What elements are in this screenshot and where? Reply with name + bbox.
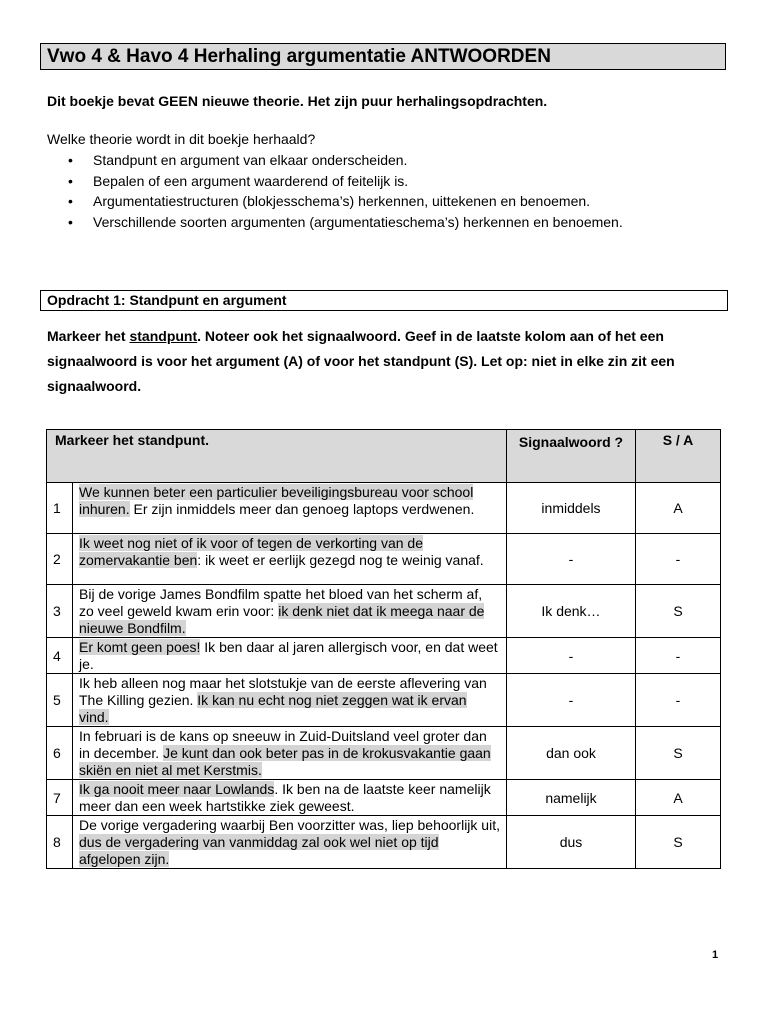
row-number: 4 [47,638,73,674]
underlined-keyword: standpunt [129,328,198,344]
table-row [47,483,721,534]
list-item: • Bepalen of een argument waarderend of feitelijk is. [68,172,409,189]
row-number: 5 [47,674,73,727]
row-number: 3 [47,585,73,638]
row-s-a: S [636,585,721,638]
row-statement: Ik ga nooit meer naar Lowlands. Ik ben na de laatste keer namelijk meer dan een week hartstikke ziek geweest. [73,780,507,816]
bullet-icon: • [68,193,73,209]
highlighted-standpoint: Je kunt dan ook beter pas in de krokusvakantie gaan skiën en niet al met Kerstmis. [79,745,491,778]
row-statement: Ik heb alleen nog maar het slotstukje van de eerste aflevering van The Killing gezien. Ik kan nu echt nog niet zeggen wat ik ervan vind. [73,674,507,727]
row-s-a: - [636,638,721,674]
list-item: • Standpunt en argument van elkaar onderscheiden. [68,152,408,168]
bullet-icon: • [68,152,73,168]
row-signal-word: - [507,534,636,585]
row-signal-word: Ik denk… [507,585,636,638]
table-row [47,816,721,869]
document-title: Vwo 4 & Havo 4 Herhaling argumentatie ANTWOORDEN [47,46,551,67]
row-number: 6 [47,727,73,780]
row-statement: Ik weet nog niet of ik voor of tegen de verkorting van de zomervakantie ben: ik weet er eerlijk gezegd nog te weinig vanaf. [73,534,507,585]
header-s-a: S / A [636,430,721,483]
row-number: 7 [47,780,73,816]
table-row [47,534,721,585]
row-s-a: S [636,816,721,869]
section-title: Opdracht 1: Standpunt en argument [47,292,287,308]
header-signal-word: Signaalwoord ? [507,430,636,483]
highlighted-standpoint: ik denk niet dat ik meega naar de nieuwe Bondfilm. [79,603,485,636]
row-signal-word: inmiddels [507,483,636,534]
row-statement: We kunnen beter een particulier beveiligingsbureau voor school inhuren. Er zijn inmiddels meer dan genoeg laptops verdwenen. [73,483,507,534]
highlighted-standpoint: dus de vergadering van vanmiddag zal ook wel niet op tijd afgelopen zijn. [79,834,439,867]
row-statement: Er komt geen poes! Ik ben daar al jaren allergisch voor, en dat weet je. [73,638,507,674]
row-signal-word: - [507,638,636,674]
table-row [47,780,721,816]
page-number: 1 [712,949,719,961]
row-s-a: A [636,780,721,816]
list-item: • Argumentatiestructuren (blokjesschema’s) herkennen, uittekenen en benoemen. [68,193,591,209]
header-statement: Markeer het standpunt. [47,430,507,483]
highlighted-standpoint: We kunnen beter een particulier beveiligingsbureau voor school inhuren. [79,484,474,517]
row-number: 8 [47,816,73,869]
theory-question: Welke theorie wordt in dit boekje herhaald? [47,131,316,147]
document-title-box [40,43,726,70]
row-s-a: S [636,727,721,780]
row-statement: In februari is de kans op sneeuw in Zuid-Duitsland veel groter dan in december. Je kunt dan ook beter pas in de krokusvakantie gaan skiën en niet al met Kerstmis. [73,727,507,780]
table-row [47,638,721,674]
row-number: 1 [47,483,73,534]
row-number: 2 [47,534,73,585]
row-signal-word: namelijk [507,780,636,816]
theory-list [47,150,623,232]
bullet-icon: • [68,172,73,189]
exercise-table [46,429,721,869]
row-s-a: - [636,534,721,585]
section-header-box [40,290,728,311]
row-statement: Bij de vorige James Bondfilm spatte het bloed van het scherm af, zo veel geweld kwam erin voor: ik denk niet dat ik meega naar de nieuwe Bondfilm. [73,585,507,638]
highlighted-standpoint: Ik ga nooit meer naar Lowlands [79,781,275,797]
highlighted-standpoint: Er komt geen poes! [79,639,201,655]
list-item: • Verschillende soorten argumenten (argumentatieschema’s) herkennen en benoemen. [68,213,623,230]
bullet-icon: • [68,213,73,230]
row-s-a: A [636,483,721,534]
row-signal-word: - [507,674,636,727]
table-row [47,727,721,780]
intro-statement: Dit boekje bevat GEEN nieuwe theorie. Het zijn puur herhalingsopdrachten. [47,93,548,109]
table-row [47,674,721,727]
highlighted-standpoint: Ik kan nu echt nog niet zeggen wat ik ervan vind. [79,692,467,725]
row-statement: De vorige vergadering waarbij Ben voorzitter was, liep behoorlijk uit, dus de vergadering van vanmiddag zal ook wel niet op tijd afgelopen zijn. [73,816,507,869]
table-row [47,585,721,638]
highlighted-standpoint: Ik weet nog niet of ik voor of tegen de verkorting van de zomervakantie ben [79,535,423,568]
table-header-row [47,430,721,483]
row-signal-word: dan ook [507,727,636,780]
row-signal-word: dus [507,816,636,869]
row-s-a: - [636,674,721,727]
assignment-instructions: Markeer het standpunt. Noteer ook het signaalwoord. Geef in de laatste kolom aan of het een signaalwoord is voor het argument (A) of voor het standpunt (S). Let op: niet in elke zin zit een signaalwoord. [47,328,675,394]
